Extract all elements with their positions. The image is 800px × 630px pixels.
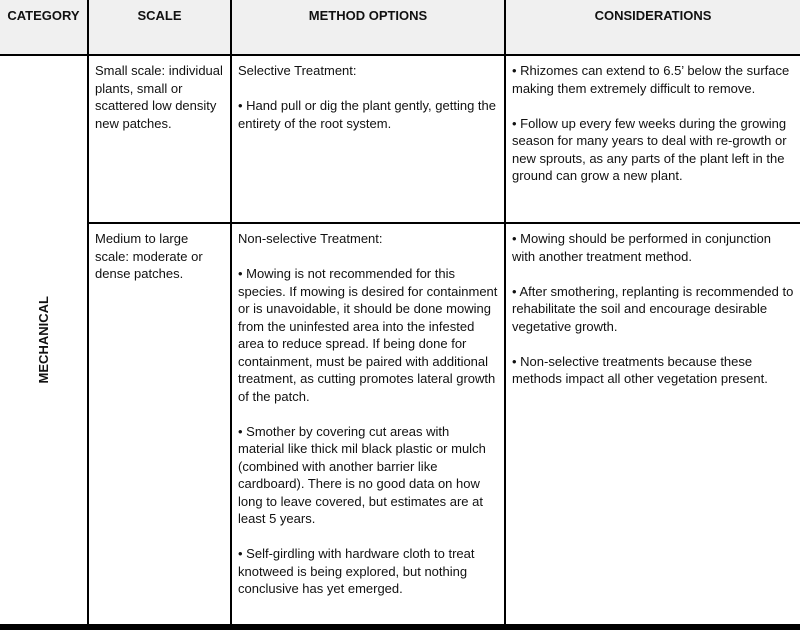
method-heading: Selective Treatment:	[238, 63, 357, 78]
row2-considerations	[506, 224, 800, 624]
row2-methods	[232, 224, 504, 624]
consideration-item: • Mowing should be performed in conjunction with another treatment method.	[512, 231, 771, 264]
header-category: CATEGORY	[0, 0, 87, 54]
method-item: • Mowing is not recommended for this species. If mowing is desired for containment or is unavoidable, it should be done mowing from the uninfested area into the infested area to reduce spread. If being done for containment, must be paired with additional treatment, as cutting promotes lateral growth of the patch.	[238, 266, 498, 404]
consideration-item: • Rhizomes can extend to 6.5’ below the surface making them extremely difficult to remove.	[512, 63, 790, 96]
consideration-item: • Follow up every few weeks during the growing season for many years to deal with re-growth or new sprouts, as any parts of the plant left in the ground can grow a new plant.	[512, 115, 787, 183]
method-item: • Self-girdling with hardware cloth to treat knotweed is being explored, but nothing conclusive has yet emerged.	[238, 546, 475, 596]
consideration-item: • Non-selective treatments because these methods impact all other vegetation present.	[512, 353, 768, 386]
header-scale: SCALE	[89, 0, 230, 54]
consideration-item: • After smothering, replanting is recommended to rehabilitate the soil and encourage desirable vegetative growth.	[512, 283, 794, 334]
method-item: • Hand pull or dig the plant gently, getting the entirety of the root system.	[238, 98, 496, 131]
method-item: • Smother by covering cut areas with material like thick mil black plastic or mulch (combined with another barrier like cardboard). There is no good data on how long to leave covered, but estimates are at least 5 years.	[238, 423, 486, 526]
category-cell	[0, 56, 87, 624]
category-label: MECHANICAL	[35, 296, 51, 384]
row1-scale: Small scale: individual plants, small or scattered low density new patches.	[89, 56, 230, 222]
method-heading: Non-selective Treatment:	[238, 231, 383, 246]
header-considerations: CONSIDERATIONS	[506, 0, 800, 54]
row2-scale: Medium to large scale: moderate or dense patches.	[89, 224, 230, 624]
header-method-options: METHOD OPTIONS	[232, 0, 504, 54]
row1-considerations	[506, 56, 800, 222]
row1-methods	[232, 56, 504, 222]
